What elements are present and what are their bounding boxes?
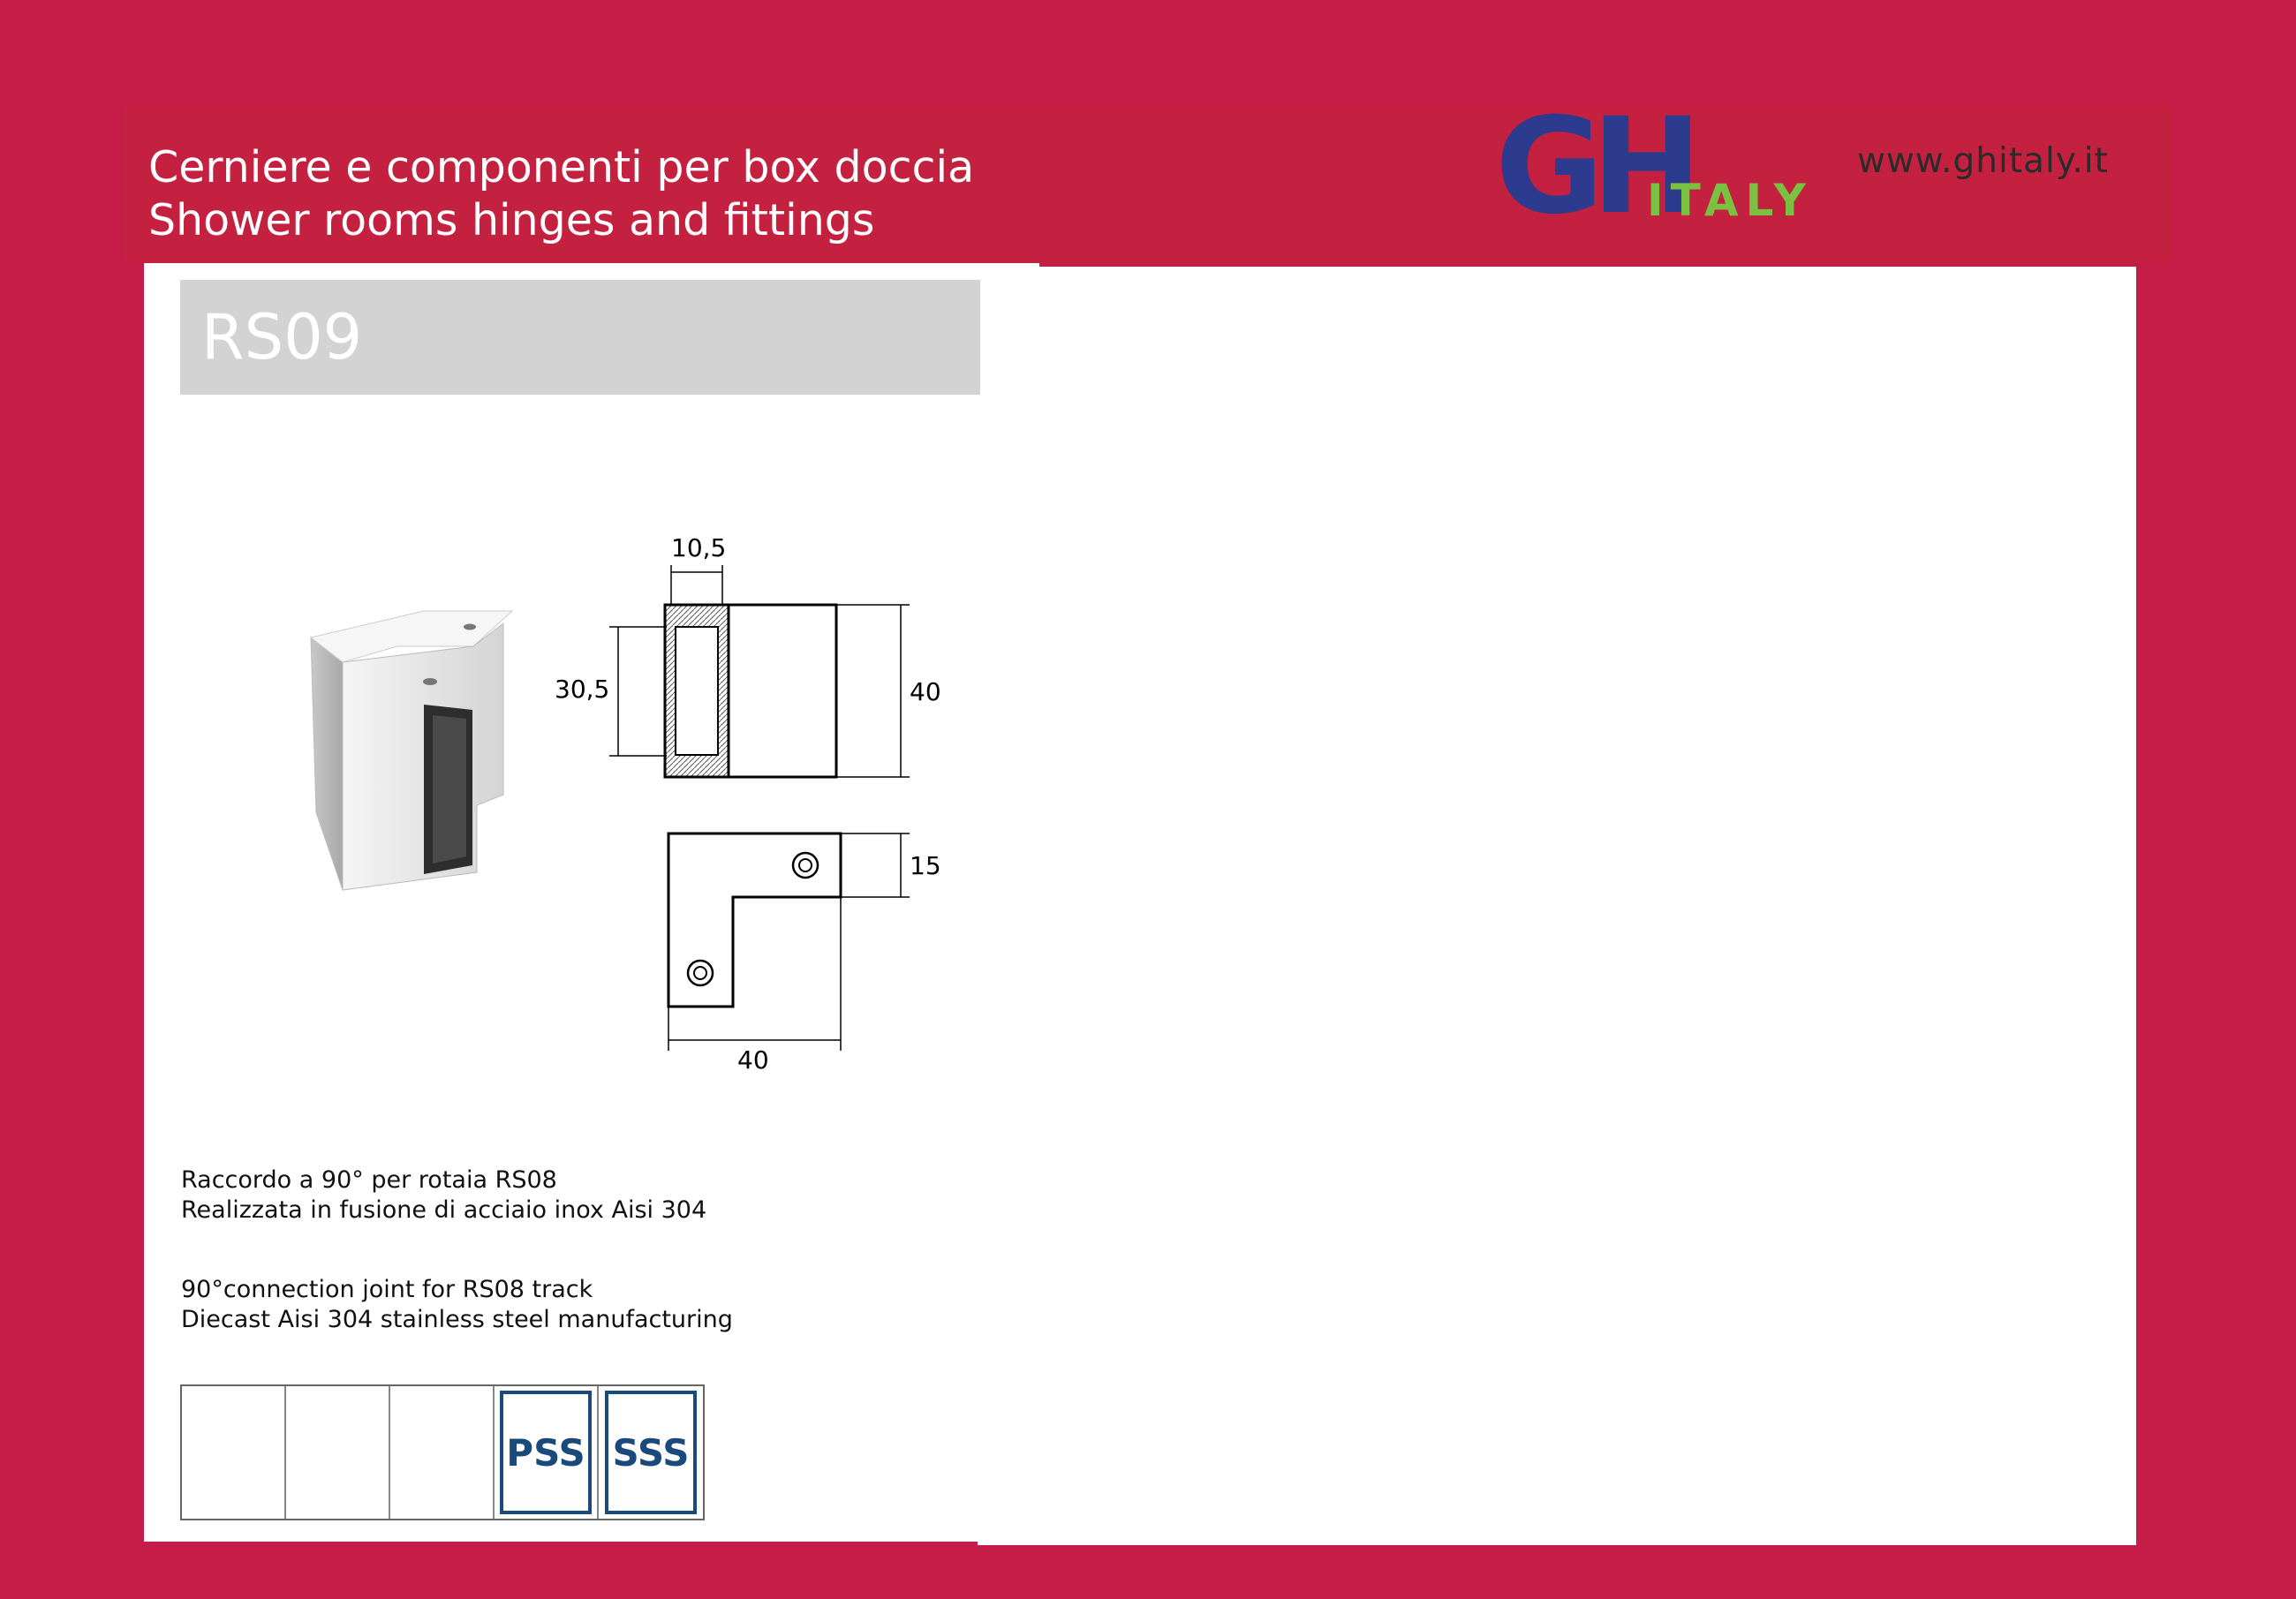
description-english xyxy=(181,1275,733,1335)
content-panel-right xyxy=(978,267,2136,1545)
svg-text:ITALY: ITALY xyxy=(1647,175,1813,223)
svg-text:GH: GH xyxy=(1495,108,1690,223)
description-it-line: Raccordo a 90° per rotaia RS08 xyxy=(181,1166,557,1194)
description-en-line: Diecast Aisi 304 stainless steel manufacturing xyxy=(181,1306,733,1333)
product-code: RS09 xyxy=(201,301,363,373)
description-it-line: Realizzata in fusione di acciaio inox Aisi 304 xyxy=(181,1196,707,1224)
cert-cell-empty xyxy=(182,1386,286,1519)
pss-badge: PSS xyxy=(500,1391,592,1514)
header-title-en: Shower rooms hinges and fittings xyxy=(148,195,875,245)
header-title xyxy=(148,141,974,247)
dim-label-arm-width: 15 xyxy=(910,851,941,880)
dim-label-bottom-width: 40 xyxy=(737,1045,769,1075)
header-title-it: Cerniere e componenti per box doccia xyxy=(148,142,975,192)
dim-label-top-width: 10,5 xyxy=(671,533,727,562)
dim-label-inner-height: 30,5 xyxy=(555,675,610,704)
website-link[interactable]: www.ghitaly.it xyxy=(1857,141,2109,181)
description-en-line: 90°connection joint for RS08 track xyxy=(181,1276,593,1303)
technical-drawing xyxy=(530,521,971,1095)
cert-cell-sss xyxy=(599,1386,703,1519)
certification-table xyxy=(180,1384,705,1520)
brand-logo xyxy=(1495,108,1836,223)
description-italian xyxy=(181,1165,706,1226)
cert-cell-empty xyxy=(390,1386,495,1519)
cert-cell-empty xyxy=(286,1386,390,1519)
sss-badge: SSS xyxy=(605,1391,697,1514)
dim-label-total-height: 40 xyxy=(910,677,941,706)
cert-cell-pss xyxy=(495,1386,599,1519)
product-render-image xyxy=(300,600,530,901)
